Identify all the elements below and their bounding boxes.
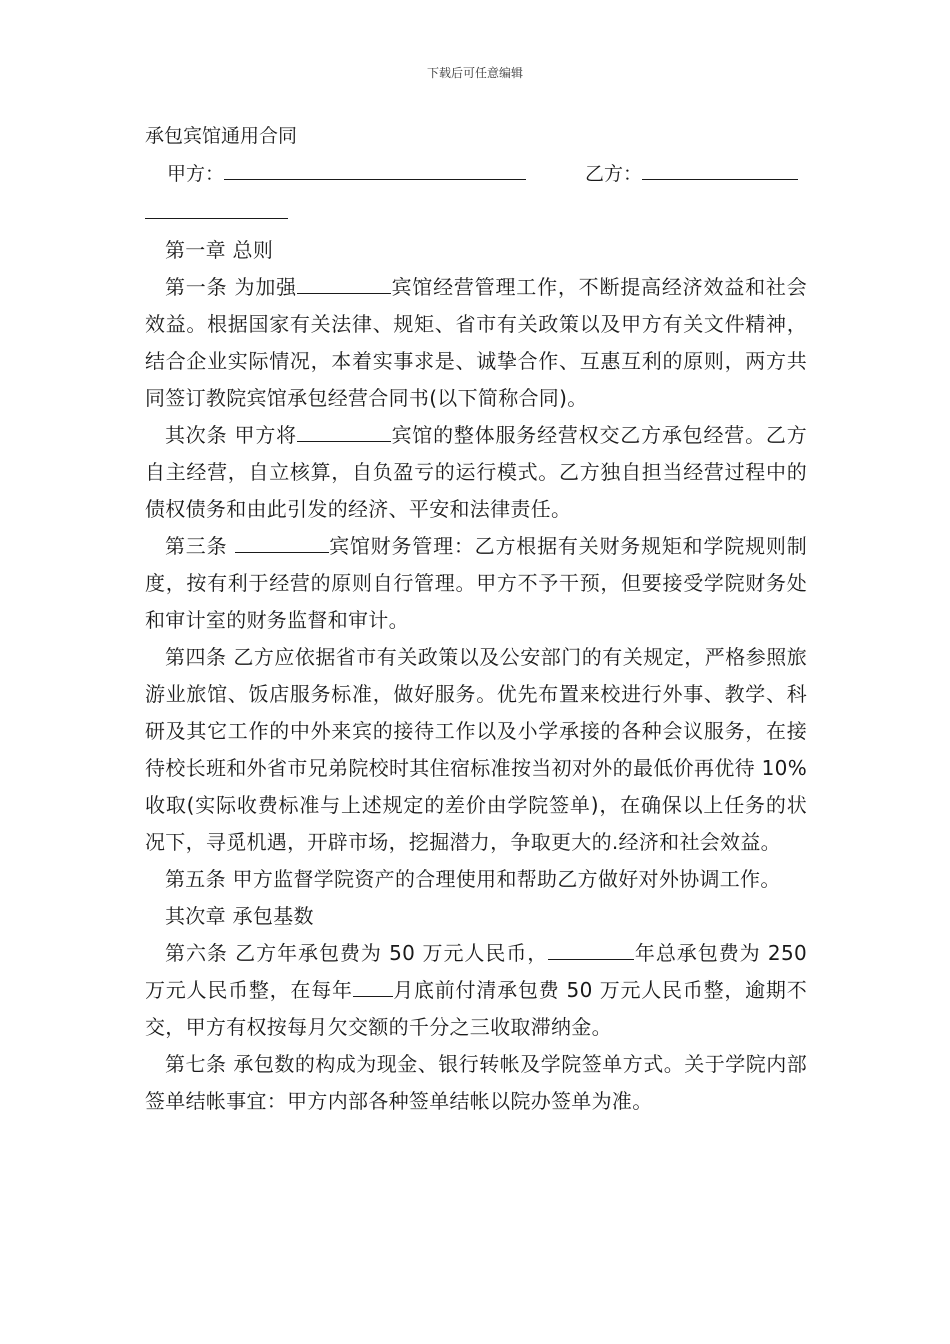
article-6-text-1: 第六条 乙方年承包费为 50 万元人民币， bbox=[165, 941, 549, 965]
chapter-heading: 其次章 承包基数 bbox=[165, 904, 314, 928]
party-b-blank bbox=[642, 157, 798, 180]
article-6-text-2: 年总承包费为 250 万元人民币整，在每年 bbox=[145, 941, 808, 1002]
article-6 bbox=[145, 935, 807, 1046]
article-7: 第七条 承包数的构成为现金、银行转帐及学院签单方式。关于学院内部签单结帐事宜：甲方内部各种签单结帐以院办签单为准。 bbox=[145, 1052, 807, 1113]
article-1-text-end: 宾馆经营管理工作，不断提高经济效益和社会效益。根据国家有关法律、规矩、省市有关政策以及甲方有关文件精神，结合企业实际情况，本着实事求是、诚挚合作、互惠互利的原则，两方共同签订教院宾馆承包经营合同书(以下简称合同)。 bbox=[145, 275, 807, 410]
article-6-blank-2 bbox=[353, 974, 393, 997]
article-2 bbox=[145, 417, 807, 528]
parties-line bbox=[145, 157, 805, 187]
contract-body bbox=[145, 232, 807, 1120]
document-title: 承包宾馆通用合同 bbox=[145, 125, 298, 147]
party-a-blank bbox=[224, 157, 526, 180]
chapter-heading: 第一章 总则 bbox=[165, 238, 274, 262]
article-1-text-start: 第一条 为加强 bbox=[165, 275, 297, 299]
article-3 bbox=[145, 528, 807, 639]
article-6-blank-1 bbox=[548, 937, 634, 960]
party-b bbox=[585, 157, 798, 189]
article-4: 第四条 乙方应依据省市有关政策以及公安部门的有关规定，严格参照旅游业旅馆、饭店服务标准，做好服务。优先布置来校进行外事、教学、科研及其它工作的中外来宾的接待工作以及小学承接的各种会议服务，在接待校长班和外省市兄弟院校时其住宿标准按当初对外的最低价再优待 10%收取(实际收费标准与上述规定的差价由学院签单)，在确保以上任务的状况下，寻觅机遇，开辟市场，挖掘潜力，争取更大的.经济和社会效益。 bbox=[145, 645, 807, 854]
party-a-label: 甲方： bbox=[167, 163, 225, 185]
article-2-text-end: 宾馆的整体服务经营权交乙方承包经营。乙方自主经营，自立核算，自负盈亏的运行模式。乙方独自担当经营过程中的债权债务和由此引发的经济、平安和法律责任。 bbox=[145, 423, 807, 521]
party-a bbox=[167, 157, 526, 189]
article-3-blank bbox=[235, 530, 329, 553]
article-3-text-end: 宾馆财务管理：乙方根据有关财务规矩和学院规则制度，按有利于经营的原则自行管理。甲方不予干预，但要接受学院财务处和审计室的财务监督和审计。 bbox=[145, 534, 807, 632]
article-2-blank bbox=[297, 419, 391, 442]
article-3-text-start: 第三条 bbox=[165, 534, 235, 558]
article-5: 第五条 甲方监督学院资产的合理使用和帮助乙方做好对外协调工作。 bbox=[165, 867, 781, 891]
article-1-blank bbox=[297, 271, 391, 294]
article-1 bbox=[145, 269, 807, 417]
article-6-text-3: 月底前付清承包费 50 万元人民币整，逾期不交，甲方有权按每月欠交额的千分之三收取滞纳金。 bbox=[145, 978, 808, 1039]
party-b-label: 乙方： bbox=[585, 163, 643, 185]
party-b-blank-continuation bbox=[145, 196, 288, 219]
article-2-text-start: 其次条 甲方将 bbox=[165, 423, 297, 447]
page-header-note: 下载后可任意编辑 bbox=[426, 66, 523, 80]
